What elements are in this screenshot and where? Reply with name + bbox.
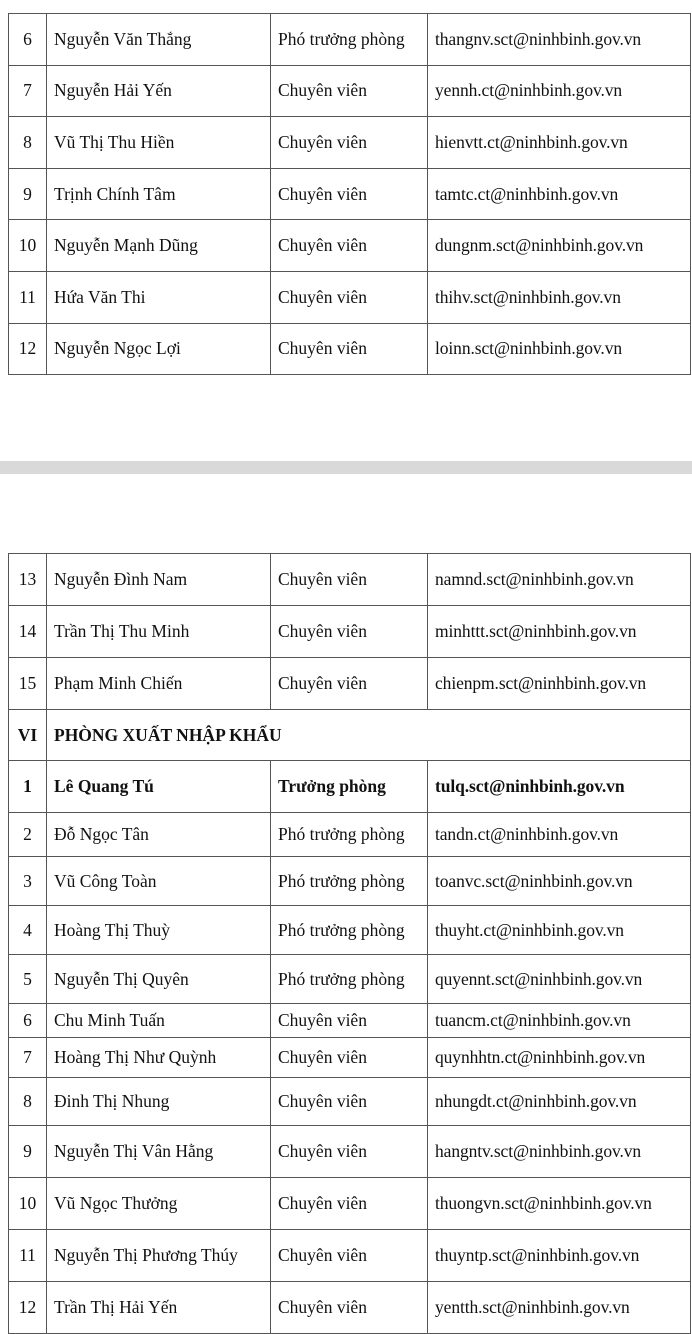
page-gap <box>0 461 692 474</box>
table-row <box>9 323 691 375</box>
table-row <box>9 554 691 606</box>
staff-email: minhttt.sct@ninhbinh.gov.vn <box>428 606 691 658</box>
staff-role: Chuyên viên <box>271 168 428 220</box>
staff-email: loinn.sct@ninhbinh.gov.vn <box>428 323 691 375</box>
staff-name: Vũ Thị Thu Hiền <box>47 117 271 169</box>
staff-name: Phạm Minh Chiến <box>47 658 271 710</box>
staff-name: Vũ Công Toàn <box>47 857 271 906</box>
staff-role: Chuyên viên <box>271 1230 428 1282</box>
staff-name: Trần Thị Thu Minh <box>47 606 271 658</box>
table-row <box>9 168 691 220</box>
row-number: 15 <box>9 658 47 710</box>
table-row <box>9 14 691 66</box>
staff-name: Nguyễn Hải Yến <box>47 65 271 117</box>
row-number: 8 <box>9 1078 47 1126</box>
table-row <box>9 658 691 710</box>
staff-role: Chuyên viên <box>271 1126 428 1178</box>
staff-role: Phó trưởng phòng <box>271 857 428 906</box>
table-row <box>9 1230 691 1282</box>
table-row <box>9 906 691 955</box>
staff-role: Chuyên viên <box>271 1282 428 1334</box>
staff-role: Chuyên viên <box>271 323 428 375</box>
staff-role: Chuyên viên <box>271 554 428 606</box>
row-number: 13 <box>9 554 47 606</box>
staff-email: thuyntp.sct@ninhbinh.gov.vn <box>428 1230 691 1282</box>
staff-name: Hứa Văn Thi <box>47 271 271 323</box>
section-header-row <box>9 710 691 761</box>
staff-role: Phó trưởng phòng <box>271 14 428 66</box>
staff-name: Nguyễn Đình Nam <box>47 554 271 606</box>
staff-email: toanvc.sct@ninhbinh.gov.vn <box>428 857 691 906</box>
row-number: 1 <box>9 761 47 813</box>
table-row <box>9 1178 691 1230</box>
staff-email: tamtc.ct@ninhbinh.gov.vn <box>428 168 691 220</box>
table-row <box>9 1004 691 1038</box>
table-row <box>9 1282 691 1334</box>
staff-role: Phó trưởng phòng <box>271 906 428 955</box>
row-number: 8 <box>9 117 47 169</box>
staff-role: Chuyên viên <box>271 65 428 117</box>
staff-role: Trưởng phòng <box>271 761 428 813</box>
row-number: 9 <box>9 168 47 220</box>
row-number: 14 <box>9 606 47 658</box>
staff-role: Chuyên viên <box>271 117 428 169</box>
staff-email: thuongvn.sct@ninhbinh.gov.vn <box>428 1178 691 1230</box>
staff-name: Chu Minh Tuấn <box>47 1004 271 1038</box>
row-number: 6 <box>9 1004 47 1038</box>
table-row <box>9 857 691 906</box>
staff-email: thihv.sct@ninhbinh.gov.vn <box>428 271 691 323</box>
staff-role: Phó trưởng phòng <box>271 955 428 1004</box>
table-row <box>9 220 691 272</box>
staff-name: Hoàng Thị Như Quỳnh <box>47 1038 271 1078</box>
row-number: 11 <box>9 1230 47 1282</box>
row-number: 11 <box>9 271 47 323</box>
staff-table-bottom <box>8 553 691 1334</box>
staff-role: Chuyên viên <box>271 1178 428 1230</box>
staff-email: thangnv.sct@ninhbinh.gov.vn <box>428 14 691 66</box>
staff-name: Nguyễn Thị Vân Hằng <box>47 1126 271 1178</box>
row-number: 10 <box>9 1178 47 1230</box>
staff-role: Chuyên viên <box>271 220 428 272</box>
staff-email: tandn.ct@ninhbinh.gov.vn <box>428 813 691 857</box>
table-row <box>9 1038 691 1078</box>
row-number: 3 <box>9 857 47 906</box>
staff-email: yentth.sct@ninhbinh.gov.vn <box>428 1282 691 1334</box>
staff-name: Vũ Ngọc Thưởng <box>47 1178 271 1230</box>
staff-name: Nguyễn Mạnh Dũng <box>47 220 271 272</box>
staff-email: namnd.sct@ninhbinh.gov.vn <box>428 554 691 606</box>
staff-email: quynhhtn.ct@ninhbinh.gov.vn <box>428 1038 691 1078</box>
table-row <box>9 606 691 658</box>
staff-name: Nguyễn Văn Thắng <box>47 14 271 66</box>
staff-role: Chuyên viên <box>271 606 428 658</box>
staff-role: Phó trưởng phòng <box>271 813 428 857</box>
staff-table-top <box>8 13 691 375</box>
table-row <box>9 271 691 323</box>
staff-name: Nguyễn Thị Quyên <box>47 955 271 1004</box>
staff-email: chienpm.sct@ninhbinh.gov.vn <box>428 658 691 710</box>
staff-email: hienvtt.ct@ninhbinh.gov.vn <box>428 117 691 169</box>
row-number: 2 <box>9 813 47 857</box>
staff-email: dungnm.sct@ninhbinh.gov.vn <box>428 220 691 272</box>
staff-name: Đinh Thị Nhung <box>47 1078 271 1126</box>
row-number: 5 <box>9 955 47 1004</box>
section-title: PHÒNG XUẤT NHẬP KHẨU <box>47 710 691 761</box>
row-number: 12 <box>9 323 47 375</box>
staff-email: yennh.ct@ninhbinh.gov.vn <box>428 65 691 117</box>
row-number: 4 <box>9 906 47 955</box>
staff-name: Hoàng Thị Thuỳ <box>47 906 271 955</box>
staff-email: quyennt.sct@ninhbinh.gov.vn <box>428 955 691 1004</box>
staff-role: Chuyên viên <box>271 271 428 323</box>
staff-role: Chuyên viên <box>271 658 428 710</box>
staff-name: Trịnh Chính Tâm <box>47 168 271 220</box>
staff-email: tulq.sct@ninhbinh.gov.vn <box>428 761 691 813</box>
row-number: 6 <box>9 14 47 66</box>
staff-email: thuyht.ct@ninhbinh.gov.vn <box>428 906 691 955</box>
row-number: 12 <box>9 1282 47 1334</box>
row-number: 7 <box>9 65 47 117</box>
table-row <box>9 955 691 1004</box>
staff-name: Đỗ Ngọc Tân <box>47 813 271 857</box>
staff-role: Chuyên viên <box>271 1038 428 1078</box>
staff-role: Chuyên viên <box>271 1078 428 1126</box>
staff-name: Lê Quang Tú <box>47 761 271 813</box>
table-row <box>9 813 691 857</box>
staff-email: tuancm.ct@ninhbinh.gov.vn <box>428 1004 691 1038</box>
staff-email: nhungdt.ct@ninhbinh.gov.vn <box>428 1078 691 1126</box>
table-row <box>9 117 691 169</box>
table-row <box>9 1078 691 1126</box>
row-number: 9 <box>9 1126 47 1178</box>
table-row <box>9 761 691 813</box>
staff-name: Trần Thị Hải Yến <box>47 1282 271 1334</box>
table-row <box>9 65 691 117</box>
staff-name: Nguyễn Thị Phương Thúy <box>47 1230 271 1282</box>
staff-email: hangntv.sct@ninhbinh.gov.vn <box>428 1126 691 1178</box>
staff-role: Chuyên viên <box>271 1004 428 1038</box>
staff-name: Nguyễn Ngọc Lợi <box>47 323 271 375</box>
table-row <box>9 1126 691 1178</box>
row-number: 10 <box>9 220 47 272</box>
section-number: VI <box>9 710 47 761</box>
row-number: 7 <box>9 1038 47 1078</box>
